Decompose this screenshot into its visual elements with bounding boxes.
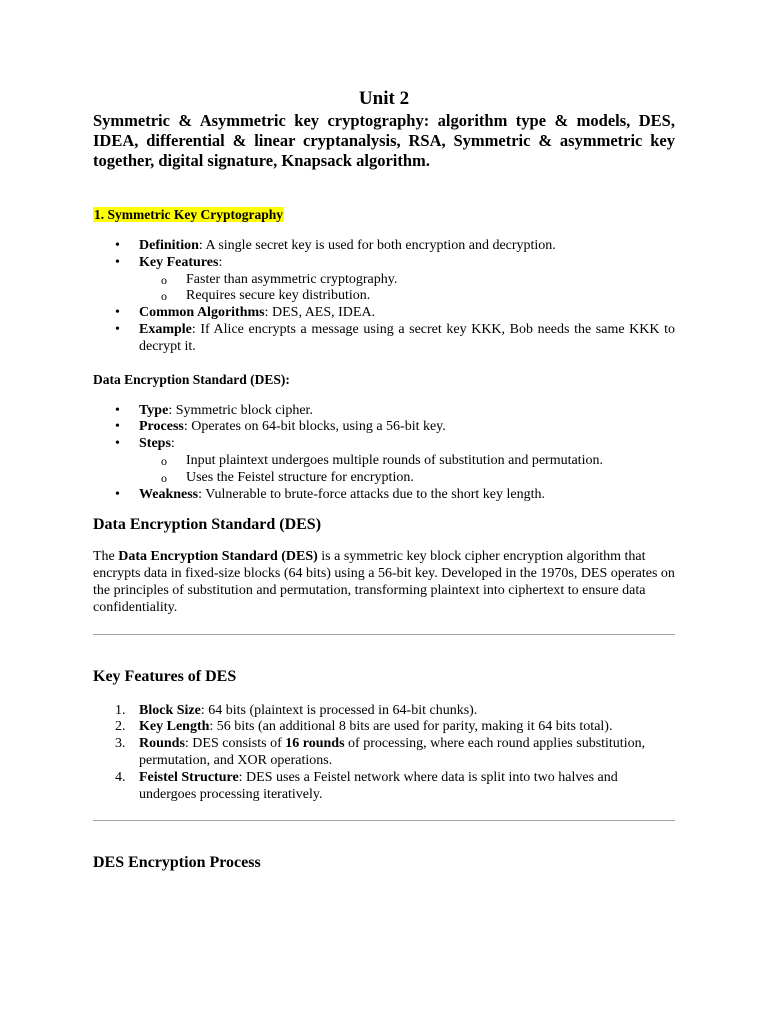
numbered-item-key-length (93, 719, 675, 736)
list-item-example (93, 322, 675, 356)
list-item-common-algorithms (93, 305, 675, 322)
unit-title: Unit 2 (358, 88, 410, 109)
encryption-process-heading: DES Encryption Process (93, 854, 261, 872)
list-item-type (93, 403, 675, 420)
item-number: 4. (115, 769, 126, 785)
rounds-bold-count: 16 rounds (285, 736, 345, 752)
horizontal-divider (93, 820, 675, 821)
key-features-numbered-list (93, 703, 675, 804)
unit-subtitle: Symmetric & Asymmetric key cryptography: algorithm type & models, DES, IDEA, differential & linear cryptanalysis, RSA, Symmetric & asymmetric key together, digital signature, Knapsack algorithm. (93, 111, 675, 170)
steps-colon: : (170, 436, 175, 452)
weakness-label: Weakness (139, 486, 199, 502)
document-content (93, 88, 675, 873)
list-item-key-features (93, 255, 675, 305)
des-summary-heading: Data Encryption Standard (DES): (93, 371, 290, 387)
intro-post: is a symmetric key block cipher encryption algorithm that encrypts data in fixed-size blocks (64 bits) using a 56-bit key. Developed in the 1970s, DES operates on the principles of substitution and permutation, transforming plaintext into ciphertext to ensure data confidentiality. (93, 549, 675, 615)
type-text: : Symmetric block cipher. (168, 402, 313, 418)
sub-list-item: o Faster than asymmetric cryptography. (139, 272, 675, 289)
highlighted-heading-text: 1. Symmetric Key Cryptography (94, 207, 283, 222)
list-item-steps (93, 436, 675, 486)
des-intro-paragraph (93, 549, 675, 616)
definition-text: : A single secret key is used for both encryption and decryption. (198, 238, 556, 253)
process-label: Process (139, 419, 184, 435)
intro-pre: The (93, 549, 119, 565)
section-heading-symmetric (93, 207, 675, 223)
example-text: : If Alice encrypts a message using a secret key KKK, Bob needs the same KKK to decrypt it. (139, 321, 675, 354)
rounds-label: Rounds (139, 736, 185, 752)
feistel-text: : DES uses a Feistel network where data is split into two halves and undergoes processing iteratively. (139, 769, 618, 802)
key-features-label: Key Features (139, 254, 219, 270)
intro-bold: Data Encryption Standard (DES) (118, 549, 318, 565)
key-length-label: Key Length (139, 719, 210, 735)
symmetric-key-list (93, 238, 675, 356)
common-algorithms-text: : DES, AES, IDEA. (264, 305, 376, 321)
numbered-item-block-size (93, 703, 675, 720)
steps-label: Steps (139, 436, 171, 452)
sub-list-item: o Input plaintext undergoes multiple rounds of substitution and permutation. (139, 453, 675, 470)
key-length-text: : 56 bits (an additional 8 bits are used for parity, making it 64 bits total). (209, 719, 613, 735)
rounds-text-post: of processing, where each round applies substitution, permutation, and XOR operations. (139, 736, 646, 768)
item-number: 1. (115, 702, 126, 718)
steps-sublist (139, 453, 675, 487)
item-number: 3. (115, 736, 126, 752)
definition-label: Definition (139, 238, 199, 253)
common-algorithms-label: Common Algorithms (139, 305, 265, 321)
weakness-text: : Vulnerable to brute-force attacks due to the short key length. (198, 486, 545, 502)
sub-list-item: o Uses the Feistel structure for encryption. (139, 470, 675, 487)
des-detail-heading: Data Encryption Standard (DES) (93, 516, 322, 534)
key-features-heading: Key Features of DES (93, 667, 237, 685)
item-number: 2. (115, 719, 126, 735)
numbered-item-rounds (93, 736, 675, 770)
list-item-weakness (93, 487, 675, 504)
horizontal-divider (93, 634, 675, 635)
numbered-item-feistel (93, 770, 675, 804)
block-size-text: : 64 bits (plaintext is processed in 64-bit chunks). (200, 702, 478, 718)
rounds-text-pre: : DES consists of (184, 736, 286, 752)
key-features-colon: : (218, 254, 223, 270)
process-text: : Operates on 64-bit blocks, using a 56-bit key. (183, 419, 446, 435)
block-size-label: Block Size (139, 702, 201, 718)
type-label: Type (139, 402, 169, 418)
list-item-definition (93, 238, 675, 255)
example-label: Example (139, 321, 192, 337)
des-summary-list (93, 403, 675, 504)
sub-list-item: o Requires secure key distribution. (139, 288, 675, 305)
key-features-sublist (139, 272, 675, 306)
feistel-label: Feistel Structure (139, 769, 239, 785)
list-item-process (93, 419, 675, 436)
